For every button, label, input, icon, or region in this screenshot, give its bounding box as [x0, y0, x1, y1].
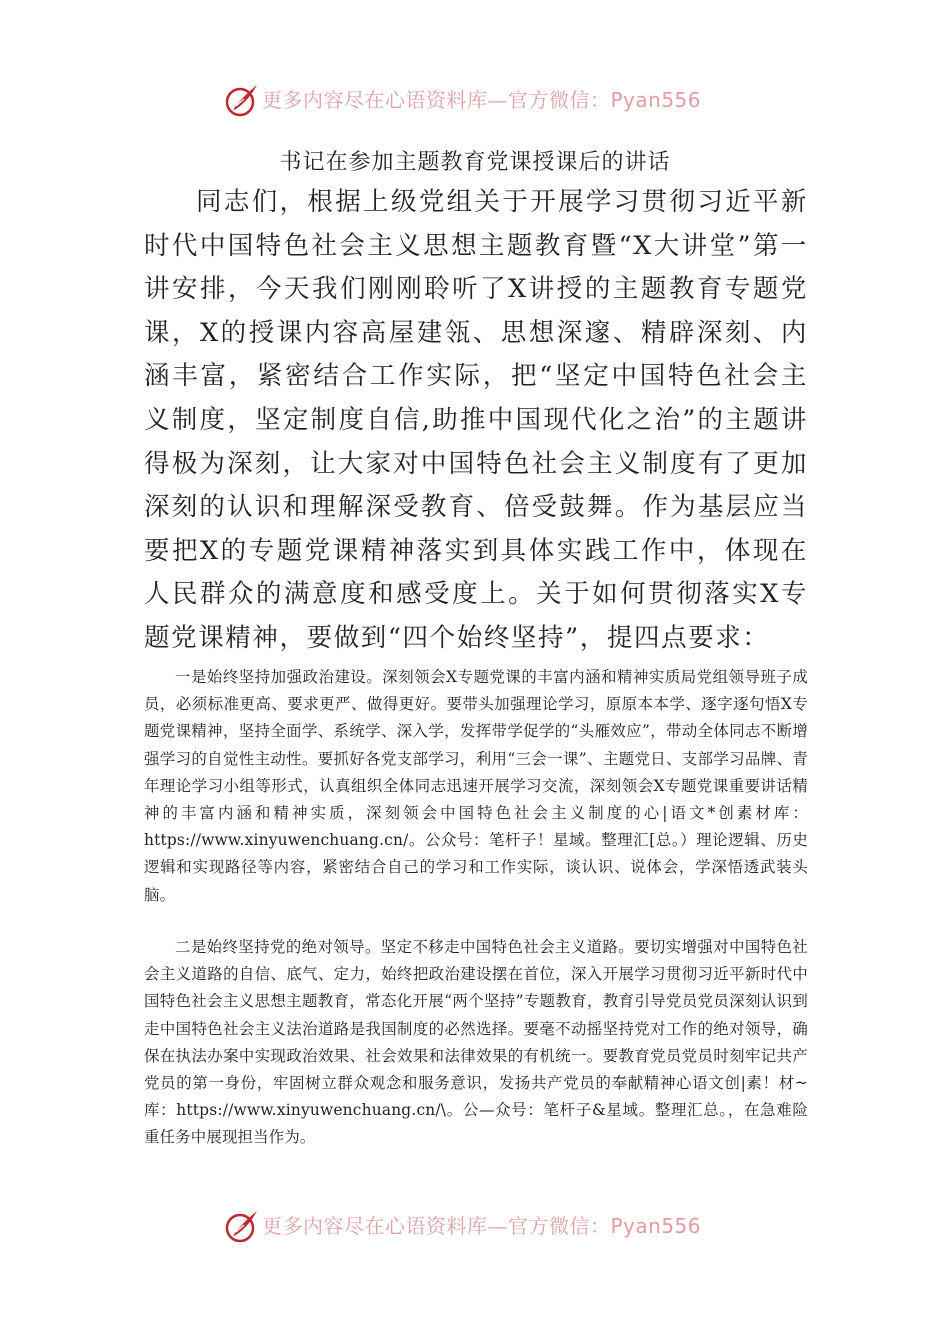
- document-title: 书记在参加主题教育党课授课后的讲话: [279, 150, 671, 175]
- quill-logo-icon: [224, 82, 260, 118]
- header-banner: [0, 80, 950, 120]
- paragraph-2: [144, 934, 808, 1152]
- banner-text: 更多内容尽在心语资料库—官方微信：Pyan556: [262, 88, 702, 112]
- footer-banner: [0, 1206, 950, 1246]
- lead-paragraph: 同志们，根据上级党组关于开展学习贯彻习近平新时代中国特色社会主义思想主题教育暨“X大讲堂”第一讲安排，今天我们刚刚聆听了X讲授的主题教育专题党课，X的授课内容高屋建瓴、思想深邃、精辟深刻、内涵丰富，紧密结合工作实际，把“坚定中国特色社会主义制度，坚定制度自信,助推中国现代化之治”的主题讲得极为深刻，让大家对中国特色社会主义制度有了更加深刻的认识和理解深受教育、倍受鼓舞。作为基层应当要把X的专题党课精神落实到具体实践工作中，体现在人民群众的满意度和感受度上。关于如何贯彻落实X专题党课精神，要做到“四个始终坚持”，提四点要求：: [144, 187, 808, 653]
- paragraph-1-text: 一是始终坚持加强政治建设。深刻领会X专题党课的丰富内涵和精神实质局党组领导班子成员，必须标准更高、要求更严、做得更好。要带头加强理论学习，原原本本学、逐字逐句悟X专题党课精神，坚持全面学、系统学、深入学，发挥带学促学的“头雁效应”，带动全体同志不断增强学习的自觉性主动性。要抓好各党支部学习，利用“三会一课”、主题党日、支部学习品牌、青年理论学习小组等形式，认真组织全体同志迅速开展学习交流，深刻领会X专题党课重要讲话精神的丰富内涵和精神实质，深刻领会中国特色社会主义制度的心|语文*创素材库：https://www.xinyuwenchuang.cn/。公众号：笔杆子！星域。整理汇[总。）理论逻辑、历史逻辑和实现路径等内容，紧密结合自己的学习和工作实际，谈认识、说体会，学深悟透武装头脑。: [144, 668, 808, 904]
- paragraph-2-text: 二是始终坚持党的绝对领导。坚定不移走中国特色社会主义道路。要切实增强对中国特色社会主义道路的自信、底气、定力，始终把政治建设摆在首位，深入开展学习贯彻习近平新时代中国特色社会主义思想主题教育，常态化开展“两个坚持”专题教育，教育引导党员党员深刻认识到走中国特色社会主义法治道路是我国制度的必然选择。要毫不动摇坚持党对工作的绝对领导，确保在执法办案中实现政治效果、社会效果和法律效果的有机统一。要教育党员党员时刻牢记共产党员的第一身份，牢固树立群众观念和服务意识，发扬共产党员的奉献精神心语文创|素！材~库：https://www.xinyuwenchuang.cn/\。公—众号：笔杆子&星域。整理汇总。，在急难险重任务中展现担当作为。: [144, 938, 808, 1147]
- quill-logo-icon: [224, 1208, 260, 1244]
- paragraph-1: [144, 664, 808, 909]
- banner-text: 更多内容尽在心语资料库—官方微信：Pyan556: [262, 1214, 702, 1238]
